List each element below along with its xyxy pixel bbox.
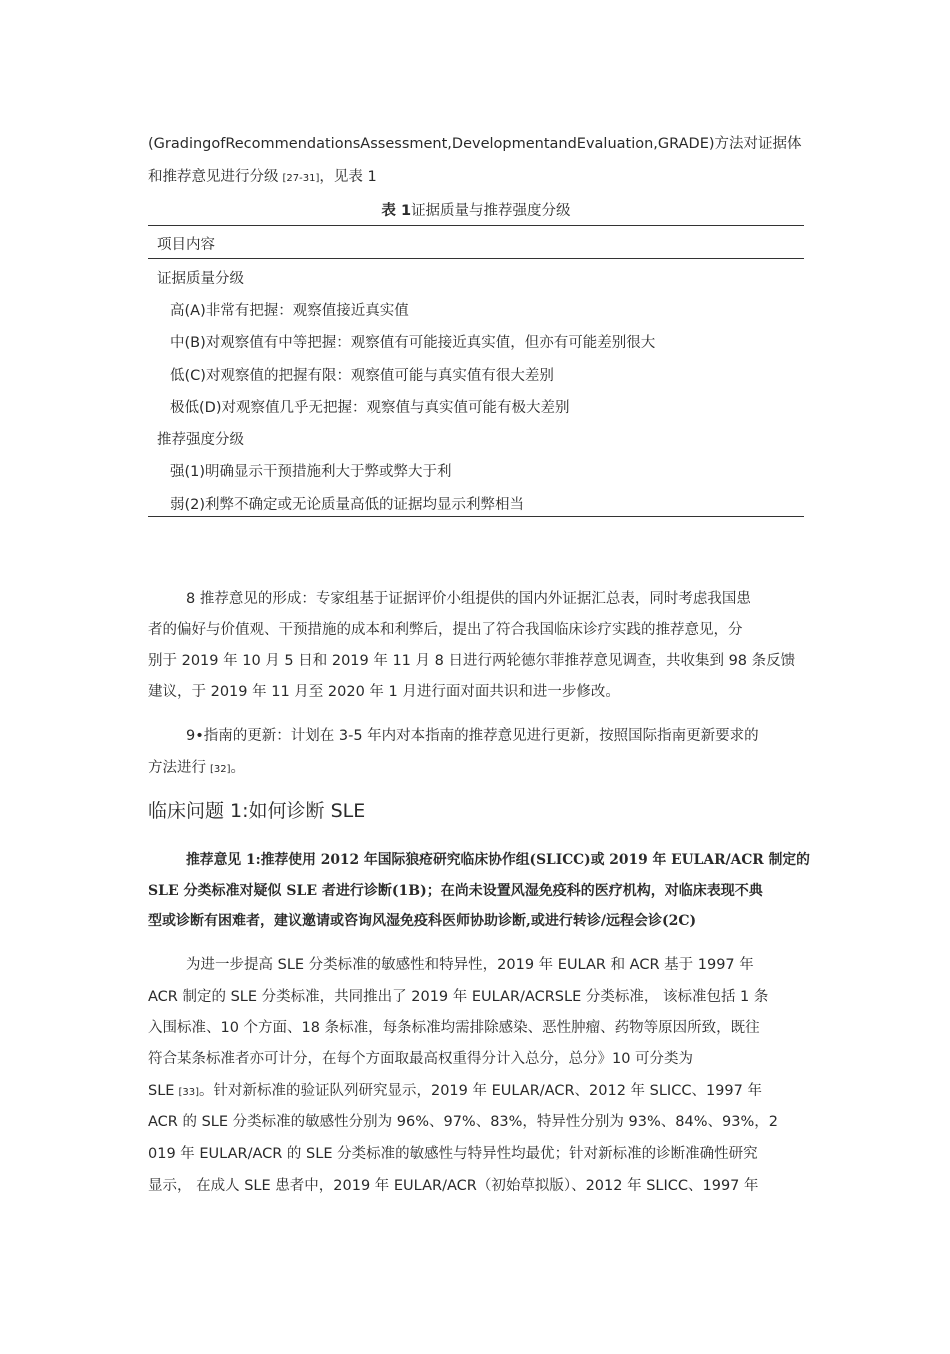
body-line-5-tail: 。针对新标准的验证队列研究显示，2019 年 EULAR/ACR、2012 年 SLICC、1997 年 [198, 1083, 762, 1099]
table-row: 证据质量分级 [157, 271, 244, 287]
body-line-7: 019 年 EULAR/ACR 的 SLE 分类标准的敏感性与特异性均最优；针对新标准的诊断准确性研究 [148, 1146, 758, 1162]
table-row: 极低(D)对观察值几乎无把握：观察值与真实值可能有极大差别 [170, 400, 570, 416]
recommendation-line-1: 推荐意见 1:推荐使用 2012 年国际狼疮研究临床协作组(SLICC)或 2019 年 EULAR/ACR 制定的 [186, 852, 810, 868]
intro-line-1: (GradingofRecommendationsAssessment,DevelopmentandEvaluation,GRADE)方法对证据体 [148, 136, 802, 152]
citation-27-31: [27-31] [282, 173, 320, 184]
para8-line-1: 8 推荐意见的形成：专家组基于证据评价小组提供的国内外证据汇总表，同时考虑我国患 [186, 591, 751, 607]
para8-line-4: 建议，于 2019 年 11 月至 2020 年 1 月进行面对面共识和进一步修改。 [148, 684, 620, 700]
section-heading: 临床问题 1:如何诊断 SLE [148, 800, 366, 822]
table-bottom-rule [148, 516, 804, 517]
body-line-8: 显示， 在成人 SLE 患者中，2019 年 EULAR/ACR（初始草拟版）、2012 年 SLICC、1997 年 [148, 1178, 759, 1194]
intro-line-2-text: 和推荐意见进行分级 [148, 169, 279, 185]
recommendation-line-3: 型或诊断有困难者，建议邀请或咨询风湿免疫科医师协助诊断,或进行转诊/远程会诊(2C) [148, 913, 697, 929]
body-line-5 [148, 1081, 762, 1103]
table-row: 强(1)明确显示干预措施利大于弊或弊大于利 [170, 464, 452, 480]
body-line-1: 为进一步提高 SLE 分类标准的敏感性和特异性，2019 年 EULAR 和 ACR 基于 1997 年 [186, 957, 754, 973]
para8-line-3: 别于 2019 年 10 月 5 日和 2019 年 11 月 8 日进行两轮德尔菲推荐意见调查，共收集到 98 条反馈 [148, 653, 796, 669]
table-title [148, 201, 804, 221]
table-row: 高(A)非常有把握：观察值接近真实值 [170, 303, 409, 319]
table-row: 推荐强度分级 [157, 432, 244, 448]
table-header-rule [148, 258, 804, 259]
citation-33: [33] [178, 1087, 199, 1098]
para9-line-2-text: 方法进行 [148, 760, 206, 776]
table-header: 项目内容 [157, 237, 215, 253]
table-title-label: 表 1 [381, 203, 412, 219]
para9-line-1: 9•指南的更新：计划在 3-5 年内对本指南的推荐意见进行更新，按照国际指南更新要求的 [186, 728, 759, 744]
para9-line-2 [148, 758, 245, 780]
table-title-text: 证据质量与推荐强度分级 [411, 203, 571, 219]
table-top-rule [148, 225, 804, 226]
table-row: 低(C)对观察值的把握有限：观察值可能与真实值有很大差别 [170, 368, 554, 384]
body-line-4: 符合某条标准者亦可计分，在每个方面取最高权重得分计入总分，总分》10 可分类为 [148, 1051, 694, 1067]
citation-32: [32] [210, 764, 231, 775]
para9-line-2-tail: 。 [230, 760, 246, 776]
body-line-3: 入围标准、10 个方面、18 条标准，每条标准均需排除感染、恶性肿瘤、药物等原因所致，既往 [148, 1020, 760, 1036]
table-row: 弱(2)利弊不确定或无论质量高低的证据均显示利弊相当 [170, 497, 525, 513]
intro-line-2 [148, 167, 377, 189]
body-line-6: ACR 的 SLE 分类标准的敏感性分别为 96%、97%、83%，特异性分别为 93%、84%、93%，2 [148, 1114, 778, 1130]
table-row: 中(B)对观察值有中等把握：观察值有可能接近真实值，但亦有可能差别很大 [170, 335, 656, 351]
body-line-2: ACR 制定的 SLE 分类标准，共同推出了 2019 年 EULAR/ACRSLE 分类标准， 该标准包括 1 条 [148, 989, 769, 1005]
intro-line-2-tail: ，见表 1 [319, 169, 377, 185]
para8-line-2: 者的偏好与价值观、干预措施的成本和利弊后，提出了符合我国临床诊疗实践的推荐意见，分 [148, 622, 743, 638]
recommendation-line-2: SLE 分类标准对疑似 SLE 者进行诊断(1B)；在尚未设置风湿免疫科的医疗机构，对临床表现不典 [148, 883, 763, 899]
body-line-5-head: SLE [148, 1083, 175, 1099]
